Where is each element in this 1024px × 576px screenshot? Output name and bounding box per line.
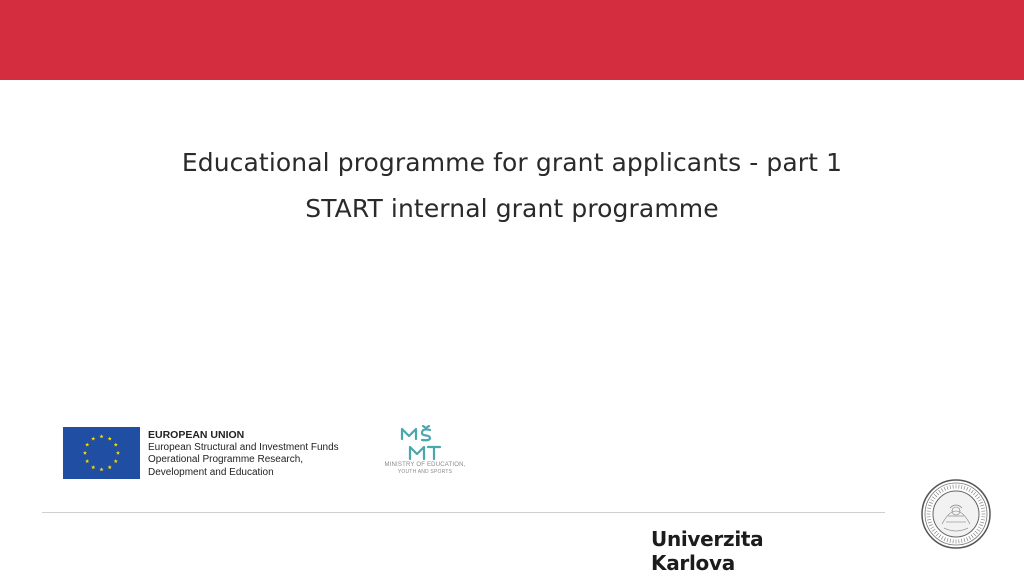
slide-title xyxy=(0,140,1024,232)
eu-flag-icon xyxy=(63,427,140,479)
msmt-caption-line-2: YOUTH AND SPORTS xyxy=(397,469,453,475)
top-header-bar xyxy=(0,0,1024,80)
footer-divider xyxy=(42,512,885,513)
eu-line-1: European Structural and Investment Funds xyxy=(148,441,339,453)
title-line-2: START internal grant programme xyxy=(305,194,719,223)
eu-line-2: Operational Programme Research, xyxy=(148,454,304,465)
university-seal-icon xyxy=(920,478,992,550)
msmt-caption-line-1: MINISTRY OF EDUCATION, xyxy=(384,462,466,468)
university-name: Univerzita Karlova xyxy=(651,527,764,575)
msmt-caption xyxy=(372,462,478,476)
eu-heading: EUROPEAN UNION xyxy=(148,429,245,441)
eu-funding-text xyxy=(148,429,363,479)
eu-line-3: Development and Education xyxy=(148,466,274,478)
title-line-1: Educational programme for grant applicants - part 1 xyxy=(181,148,843,177)
